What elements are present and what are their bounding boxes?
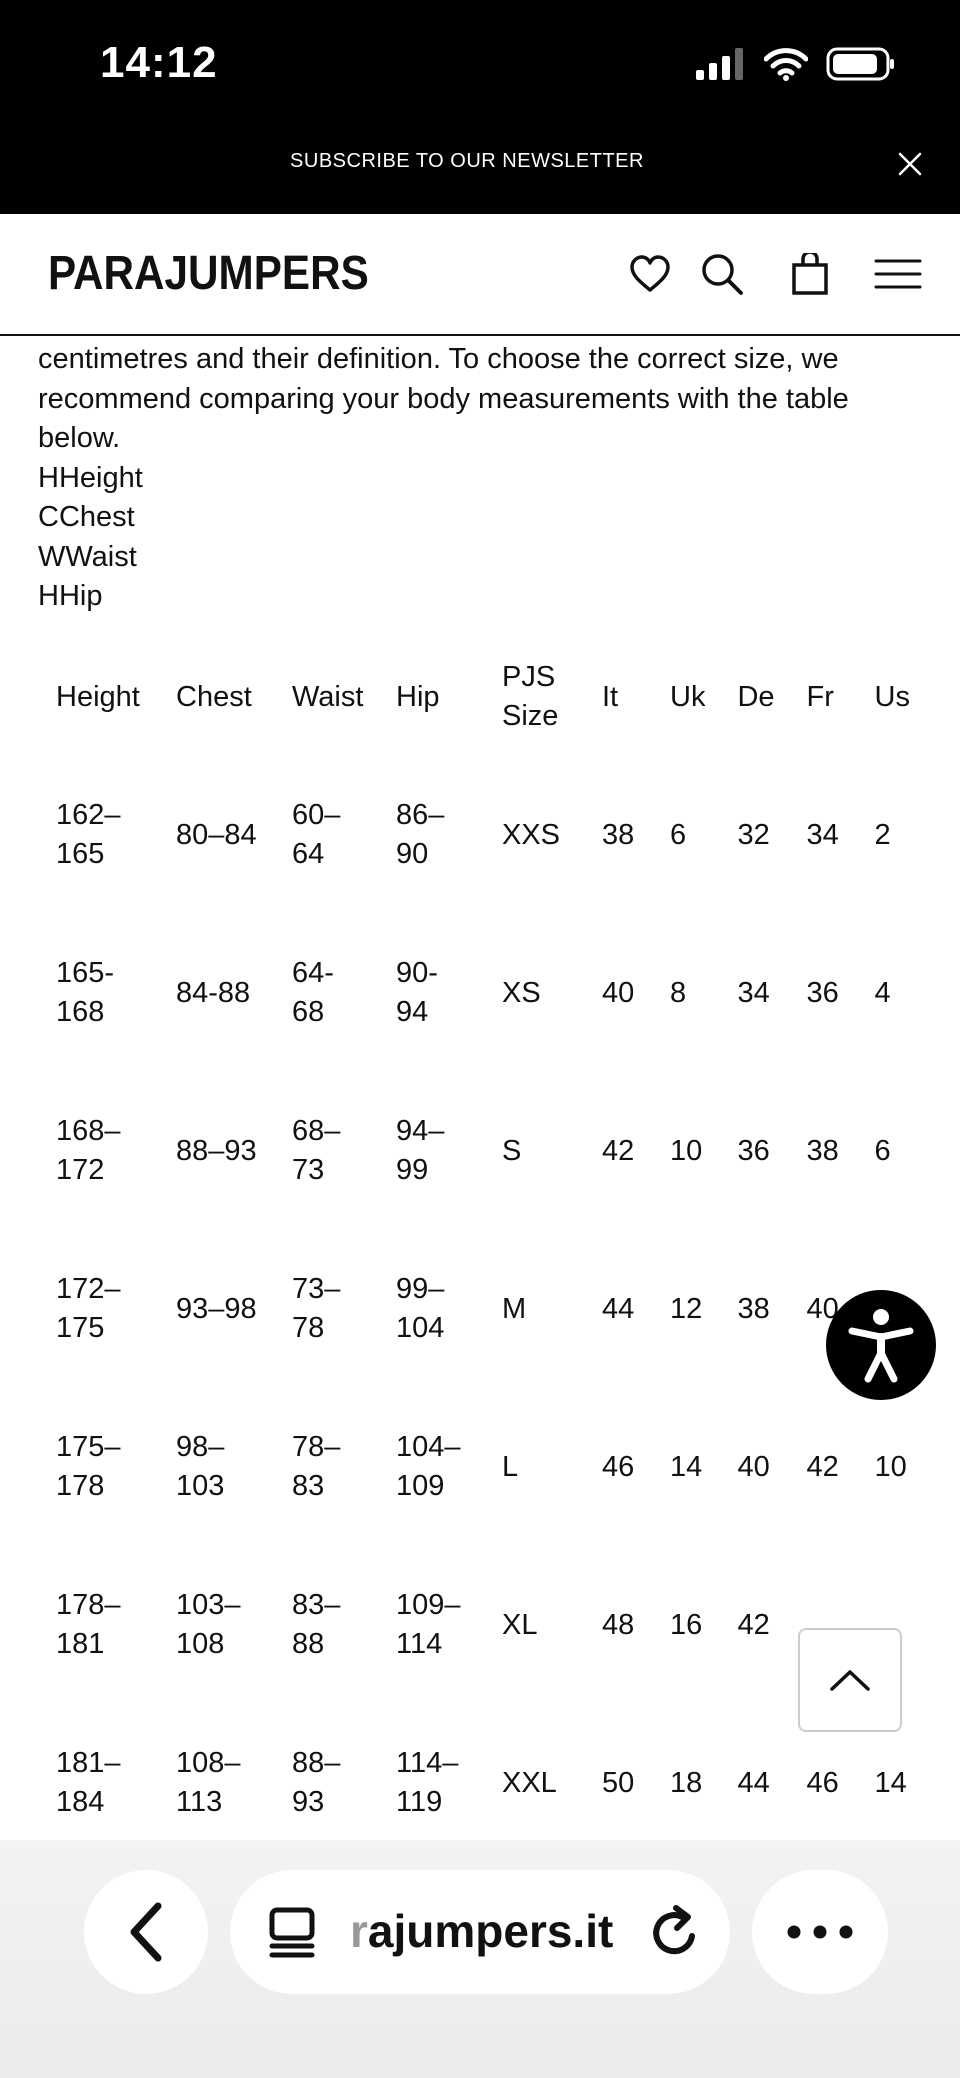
browser-toolbar (0, 1840, 960, 2078)
bag-icon[interactable] (780, 244, 840, 304)
tabs-icon (266, 1906, 320, 1960)
cell-us: 6 (874, 1134, 891, 1167)
chevron-left-icon (126, 1902, 166, 1962)
cell-us: 14 (874, 1766, 907, 1799)
legend-chest: CChest (38, 501, 135, 533)
search-icon[interactable] (692, 244, 752, 304)
cell-fr: 46 (806, 1766, 839, 1799)
status-icons (696, 44, 896, 84)
cell-hip: 99–104 (396, 1273, 445, 1344)
cell-fr: 40 (806, 1292, 839, 1325)
table-row (40, 756, 927, 914)
cell-it: 48 (602, 1608, 635, 1641)
brand-logo[interactable]: PARAJUMPERS (48, 247, 369, 300)
close-icon[interactable] (894, 148, 926, 180)
cell-it: 46 (602, 1450, 635, 1483)
legend-hip: HHip (38, 580, 103, 612)
wifi-icon (764, 47, 808, 81)
table-row (40, 1072, 927, 1230)
cell-hip: 104–109 (396, 1431, 461, 1502)
intro-line-1: centimetres and their definition. To choose the correct size, we (38, 343, 839, 375)
accessibility-button[interactable] (826, 1290, 936, 1400)
cell-us: 2 (874, 818, 891, 851)
cell-pjs-size: L (502, 1450, 519, 1483)
cell-chest: 103–108 (176, 1589, 241, 1660)
table-row (40, 914, 927, 1072)
col-waist: Waist (292, 680, 364, 713)
cell-hip: 90-94 (396, 957, 438, 1028)
col-it: It (602, 680, 619, 713)
cell-chest: 84-88 (176, 976, 251, 1009)
cell-waist: 88–93 (292, 1747, 341, 1818)
newsletter-link[interactable]: SUBSCRIBE TO OUR NEWSLETTER (290, 150, 644, 172)
cell-hip: 109–114 (396, 1589, 461, 1660)
cell-pjs-size: M (502, 1292, 527, 1325)
col-de: De (737, 680, 775, 713)
size-table (40, 648, 927, 1862)
url-main-part: ajumpers.it (367, 1905, 614, 1957)
chevron-up-icon (828, 1667, 872, 1693)
cell-de: 36 (737, 1134, 770, 1167)
cell-waist: 83–88 (292, 1589, 341, 1660)
cell-hip: 114–119 (396, 1747, 459, 1818)
cell-it: 42 (602, 1134, 635, 1167)
table-row (40, 1388, 927, 1546)
cell-chest: 80–84 (176, 818, 257, 851)
cell-de: 40 (737, 1450, 770, 1483)
accessibility-icon (846, 1307, 916, 1383)
cell-height: 178–181 (56, 1589, 121, 1660)
cell-uk: 6 (670, 818, 687, 851)
address-bar[interactable] (230, 1870, 730, 1994)
cell-uk: 8 (670, 976, 687, 1009)
cell-chest: 93–98 (176, 1292, 257, 1325)
cell-height: 181–184 (56, 1747, 121, 1818)
col-us: Us (874, 680, 910, 713)
table-row (40, 1230, 927, 1388)
more-button[interactable] (752, 1870, 888, 1994)
cell-height: 165-168 (56, 957, 115, 1028)
table-header-row (40, 648, 927, 756)
reload-icon[interactable] (648, 1902, 704, 1962)
back-button[interactable] (84, 1870, 208, 1994)
cell-pjs-size: XL (502, 1608, 538, 1641)
cell-height: 168–172 (56, 1115, 121, 1186)
legend-waist: WWaist (38, 540, 137, 573)
cell-fr: 36 (806, 976, 839, 1009)
cell-pjs-size: XS (502, 976, 541, 1009)
cell-uk: 12 (670, 1292, 703, 1325)
cell-pjs-size: XXL (502, 1766, 557, 1799)
signal-icon (696, 48, 746, 80)
hamburger-icon[interactable] (868, 244, 928, 304)
cell-uk: 14 (670, 1450, 703, 1483)
cell-fr: 42 (806, 1450, 839, 1483)
more-icon (787, 1925, 853, 1939)
site-header (0, 214, 960, 336)
cell-uk: 10 (670, 1134, 703, 1167)
cell-height: 175–178 (56, 1431, 121, 1502)
cell-it: 38 (602, 818, 635, 851)
cell-us: 4 (874, 976, 891, 1009)
heart-icon[interactable] (620, 244, 680, 304)
col-hip: Hip (396, 680, 440, 713)
url-text (350, 1904, 613, 1958)
cell-de: 44 (737, 1766, 770, 1799)
top-black-band (0, 0, 960, 214)
cell-de: 42 (737, 1608, 770, 1641)
size-guide-text (38, 340, 918, 617)
col-fr: Fr (806, 680, 834, 713)
cell-waist: 64-68 (292, 957, 334, 1028)
battery-icon (826, 47, 896, 81)
scroll-to-top-button[interactable] (798, 1628, 902, 1732)
cell-chest: 88–93 (176, 1134, 257, 1167)
cell-uk: 16 (670, 1608, 703, 1641)
cell-de: 34 (737, 976, 770, 1009)
cell-chest: 108–113 (176, 1747, 241, 1818)
table-row (40, 1704, 927, 1862)
table-row (40, 1546, 927, 1704)
cell-pjs-size: XXS (502, 818, 561, 851)
intro-line-3: below. (38, 422, 121, 454)
cell-pjs-size: S (502, 1134, 522, 1167)
col-chest: Chest (176, 680, 252, 713)
cell-hip: 86–90 (396, 799, 445, 870)
intro-line-2: recommend comparing your body measurements with the table (38, 382, 849, 415)
col-height: Height (56, 680, 140, 713)
cell-waist: 60–64 (292, 799, 341, 870)
status-time: 14:12 (100, 38, 218, 87)
cell-fr: 38 (806, 1134, 839, 1167)
cell-waist: 78–83 (292, 1431, 341, 1502)
cell-it: 44 (602, 1292, 635, 1325)
cell-fr: 34 (806, 818, 839, 851)
cell-waist: 68–73 (292, 1115, 341, 1186)
cell-uk: 18 (670, 1766, 703, 1799)
cell-waist: 73–78 (292, 1273, 341, 1344)
col-pjs-size: PJS Size (502, 661, 559, 732)
legend-height: HHeight (38, 461, 143, 494)
cell-de: 32 (737, 818, 770, 851)
cell-hip: 94–99 (396, 1115, 445, 1186)
cell-height: 162–165 (56, 799, 121, 870)
cell-de: 38 (737, 1292, 770, 1325)
cell-us: 10 (874, 1450, 907, 1483)
cell-it: 50 (602, 1766, 635, 1799)
cell-it: 40 (602, 976, 635, 1009)
col-uk: Uk (670, 680, 706, 713)
url-faded-part: r (350, 1905, 368, 1957)
cell-height: 172–175 (56, 1273, 121, 1344)
measurement-legend (38, 459, 918, 617)
cell-chest: 98–103 (176, 1431, 225, 1502)
